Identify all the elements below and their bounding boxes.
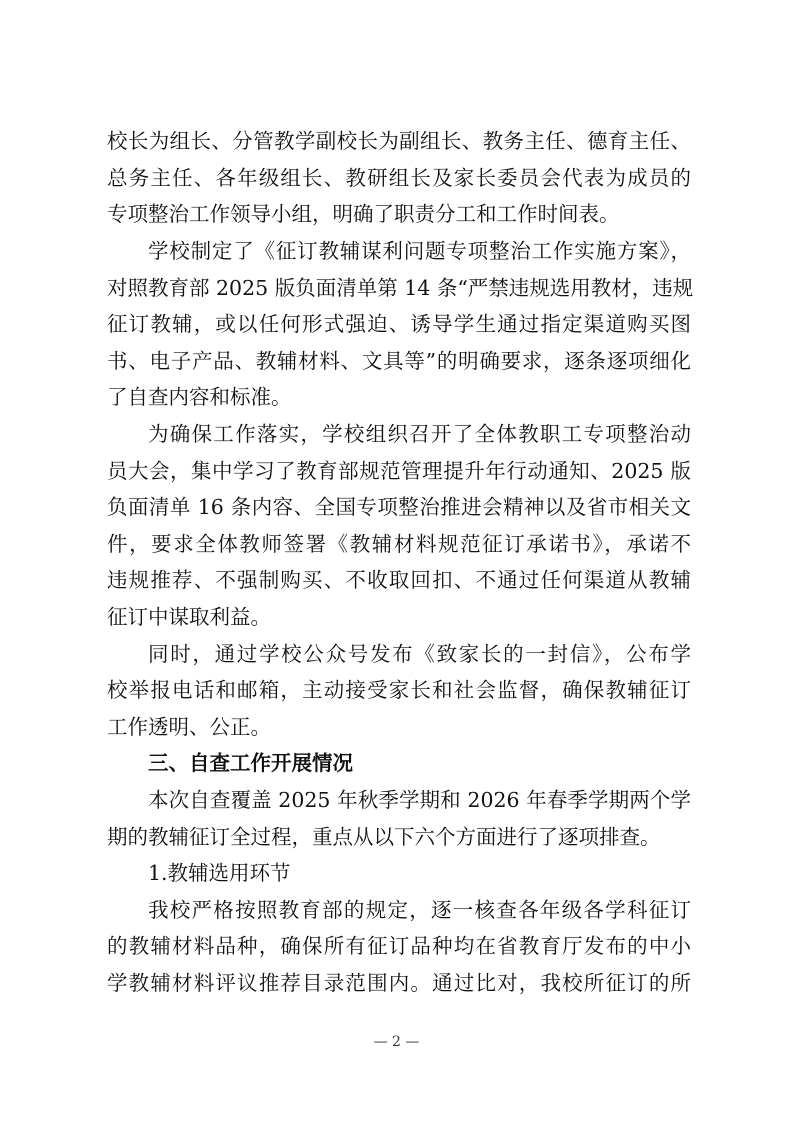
text-line: 总务主任、各年级组长、教研组长及家长委员会代表为成员的 [107, 166, 691, 190]
text-line: 为确保工作落实，学校组织召开了全体教职工专项整治动 [148, 422, 691, 446]
text-line: 的教辅材料品种，确保所有征订品种均在省教育厅发布的中小 [107, 934, 691, 958]
text-line: 我校严格按照教育部的规定，逐一核查各年级各学科征订 [148, 898, 691, 922]
text-line: 期的教辅征订全过程，重点从以下六个方面进行了逐项排查。 [107, 825, 661, 849]
text-line: 学教辅材料评议推荐目录范围内。通过比对，我校所征订的所 [107, 971, 691, 995]
text-line: 违规推荐、不强制购买、不收取回扣、不通过任何渠道从教辅 [107, 568, 691, 592]
text-line: 征订中谋取利益。 [107, 605, 271, 629]
text-line: 员大会，集中学习了教育部规范管理提升年行动通知、2025 版 [107, 459, 691, 483]
text-line: 对照教育部 2025 版负面清单第 14 条“严禁违规选用教材，违规 [107, 276, 694, 300]
text-line: 了自查内容和标准。 [107, 385, 292, 409]
text-line: 件，要求全体教师签署《教辅材料规范征订承诺书》，承诺不 [107, 532, 691, 556]
page-number: — 2 — [373, 1034, 420, 1050]
text-line: 同时，通过学校公众号发布《致家长的一封信》，公布学 [148, 642, 691, 666]
text-line: 校举报电话和邮箱，主动接受家长和社会监督，确保教辅征订 [107, 678, 691, 702]
text-line: 工作透明、公正。 [107, 715, 271, 739]
text-line: 专项整治工作领导小组，明确了职责分工和工作时间表。 [107, 202, 620, 226]
section-heading: 三、自查工作开展情况 [148, 751, 353, 775]
text-line: 学校制定了《征订教辅谋利问题专项整治工作实施方案》， [148, 239, 691, 263]
subsection-heading: 1.教辅选用环节 [148, 861, 291, 885]
text-line: 书、电子产品、教辅材料、文具等”的明确要求，逐条逐项细化 [107, 349, 691, 373]
text-line: 征订教辅，或以任何形式强迫、诱导学生通过指定渠道购买图 [107, 312, 691, 336]
text-line: 本次自查覆盖 2025 年秋季学期和 2026 年春季学期两个学 [148, 788, 691, 812]
text-line: 负面清单 16 条内容、全国专项整治推进会精神以及省市相关文 [107, 495, 691, 519]
text-line: 校长为组长、分管教学副校长为副组长、教务主任、德育主任、 [107, 129, 691, 153]
